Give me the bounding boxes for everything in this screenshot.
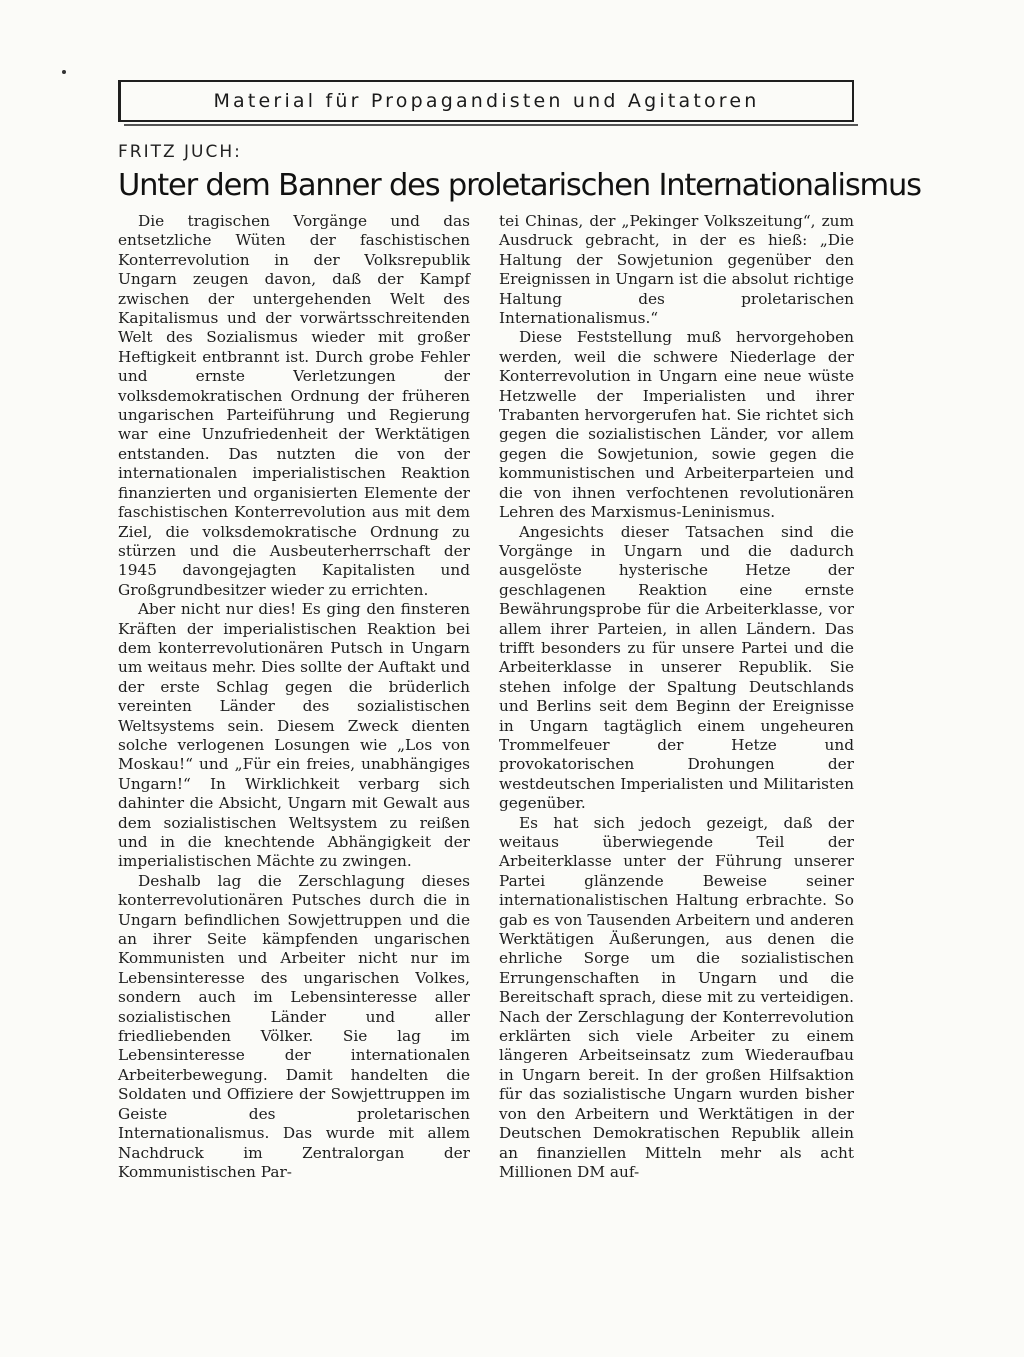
section-banner (118, 80, 854, 122)
paragraph: Deshalb lag die Zerschlagung dieses konterrevolutionären Putsches durch die in Ungarn befindlichen Sowjettruppen und die an ihrer Seite kämpfenden ungarischen Kommunisten und Arbeiter nicht nur im Lebensinteresse des ungarischen Volkes, sondern auch im Lebensinteresse aller sozialistischen Länder und aller friedliebenden Völker. Sie lag im Lebensinteresse der internationalen Arbeiterbewegung. Damit handelten die Soldaten und Offiziere der Sowjettruppen im Geiste des proletarischen Internationalismus. Das wurde mit allem Nachdruck im Zentralorgan der Kommunistischen Par- (118, 871, 470, 1181)
paragraph: Diese Feststellung muß hervorgehoben werden, weil die schwere Niederlage der Konterrevolution in Ungarn eine neue wüste Hetzwelle der Imperialisten und ihrer Trabanten hervorgerufen hat. Sie richtet sich gegen die sozialistischen Länder, vor allem gegen die Sowjetunion, sowie gegen die kommunistischen und Arbeiterparteien und die von ihnen verfochtenen revolutionären Lehren des Marxismus-Leninismus. (499, 328, 854, 522)
paragraph: Die tragischen Vorgänge und das entsetzliche Wüten der faschistischen Konterrevolution in der Volksrepublik Ungarn zeugen davon, daß der Kampf zwischen der untergehenden Welt des Kapitalismus und der vorwärtsschreitenden Welt des Sozialismus wieder mit großer Heftigkeit entbrannt ist. Durch grobe Fehler und ernste Verletzungen der volksdemokratischen Ordnung der früheren ungarischen Parteiführung und Regierung war eine Unzufriedenheit der Werktätigen entstanden. Das nutzten die von der internationalen imperialistischen Reaktion finanzierten und organisierten Elemente der faschistischen Konterrevolution aus mit dem Ziel, die volksdemokratische Ordnung zu stürzen und die Ausbeuterherrschaft der 1945 davongejagten Kapitalisten und Großgrundbesitzer wieder zu errichten. (118, 212, 470, 599)
author-line: FRITZ JUCH: (118, 142, 242, 162)
paragraph: Es hat sich jedoch gezeigt, daß der weitaus überwiegende Teil der Arbeiterklasse unter der Führung unserer Partei glänzende Beweise seiner internationalistischen Haltung erbrachte. So gab es von Tausenden Arbeitern und anderen Werktätigen Äußerungen, aus denen die ehrliche Sorge um die sozialistischen Errungenschaften in Ungarn und die Bereitschaft sprach, diese mit zu verteidigen. Nach der Zerschlagung der Konterrevolution erklärten sich viele Arbeiter zu einem längeren Arbeitseinsatz zum Wiederaufbau in Ungarn bereit. In der großen Hilfsaktion für das sozialistische Ungarn wurden bisher von den Arbeitern und Werktätigen in der Deutschen Demokratischen Republik allein an finanziellen Mitteln mehr als acht Millionen DM auf- (499, 813, 854, 1181)
paragraph: Aber nicht nur dies! Es ging den finsteren Kräften der imperialistischen Reaktion bei dem konterrevolutionären Putsch in Ungarn um weitaus mehr. Dies sollte der Auftakt und der erste Schlag gegen die brüderlich vereinten Länder des sozialistischen Weltsystems sein. Diesem Zweck dienten solche verlogenen Losungen wie „Los von Moskau!“ und „Für ein freies, unabhängiges Ungarn!“ In Wirklichkeit verbarg sich dahinter die Absicht, Ungarn mit Gewalt aus dem sozialistischen Weltsystem zu reißen und in die knechtende Abhängigkeit der imperialistischen Mächte zu zwingen. (118, 600, 470, 871)
banner-text: Material für Propagandisten und Agitatoren (213, 90, 760, 112)
margin-dot (62, 70, 66, 74)
paragraph-continued: tei Chinas, der „Pekinger Volkszeitung“, zum Ausdruck gebracht, in der es hieß: „Die Haltung der Sowjetunion gegenüber den Ereignissen in Ungarn ist die absolut richtige Haltung des proletarischen Internationalismus.“ (499, 212, 854, 328)
article-column-right (499, 212, 854, 1182)
banner-shadow-line (124, 124, 858, 126)
paragraph: Angesichts dieser Tatsachen sind die Vorgänge in Ungarn und die dadurch ausgelöste hysterische Hetze der geschlagenen Reaktion eine ernste Bewährungsprobe für die Arbeiterklasse, vor allem ihrer Parteien, in allen Ländern. Das trifft besonders zu für unsere Partei und die Arbeiterklasse in unserer Republik. Sie stehen infolge der Spaltung Deutschlands und Berlins seit dem Beginn der Ereignisse in Ungarn tagtäglich einem ungeheuren Trommelfeuer der Hetze und provokatorischen Drohungen der westdeutschen Imperialisten und Militaristen gegenüber. (499, 522, 854, 813)
article-column-left (118, 212, 470, 1182)
article-title: Unter dem Banner des proletarischen Internationalismus (118, 168, 921, 203)
